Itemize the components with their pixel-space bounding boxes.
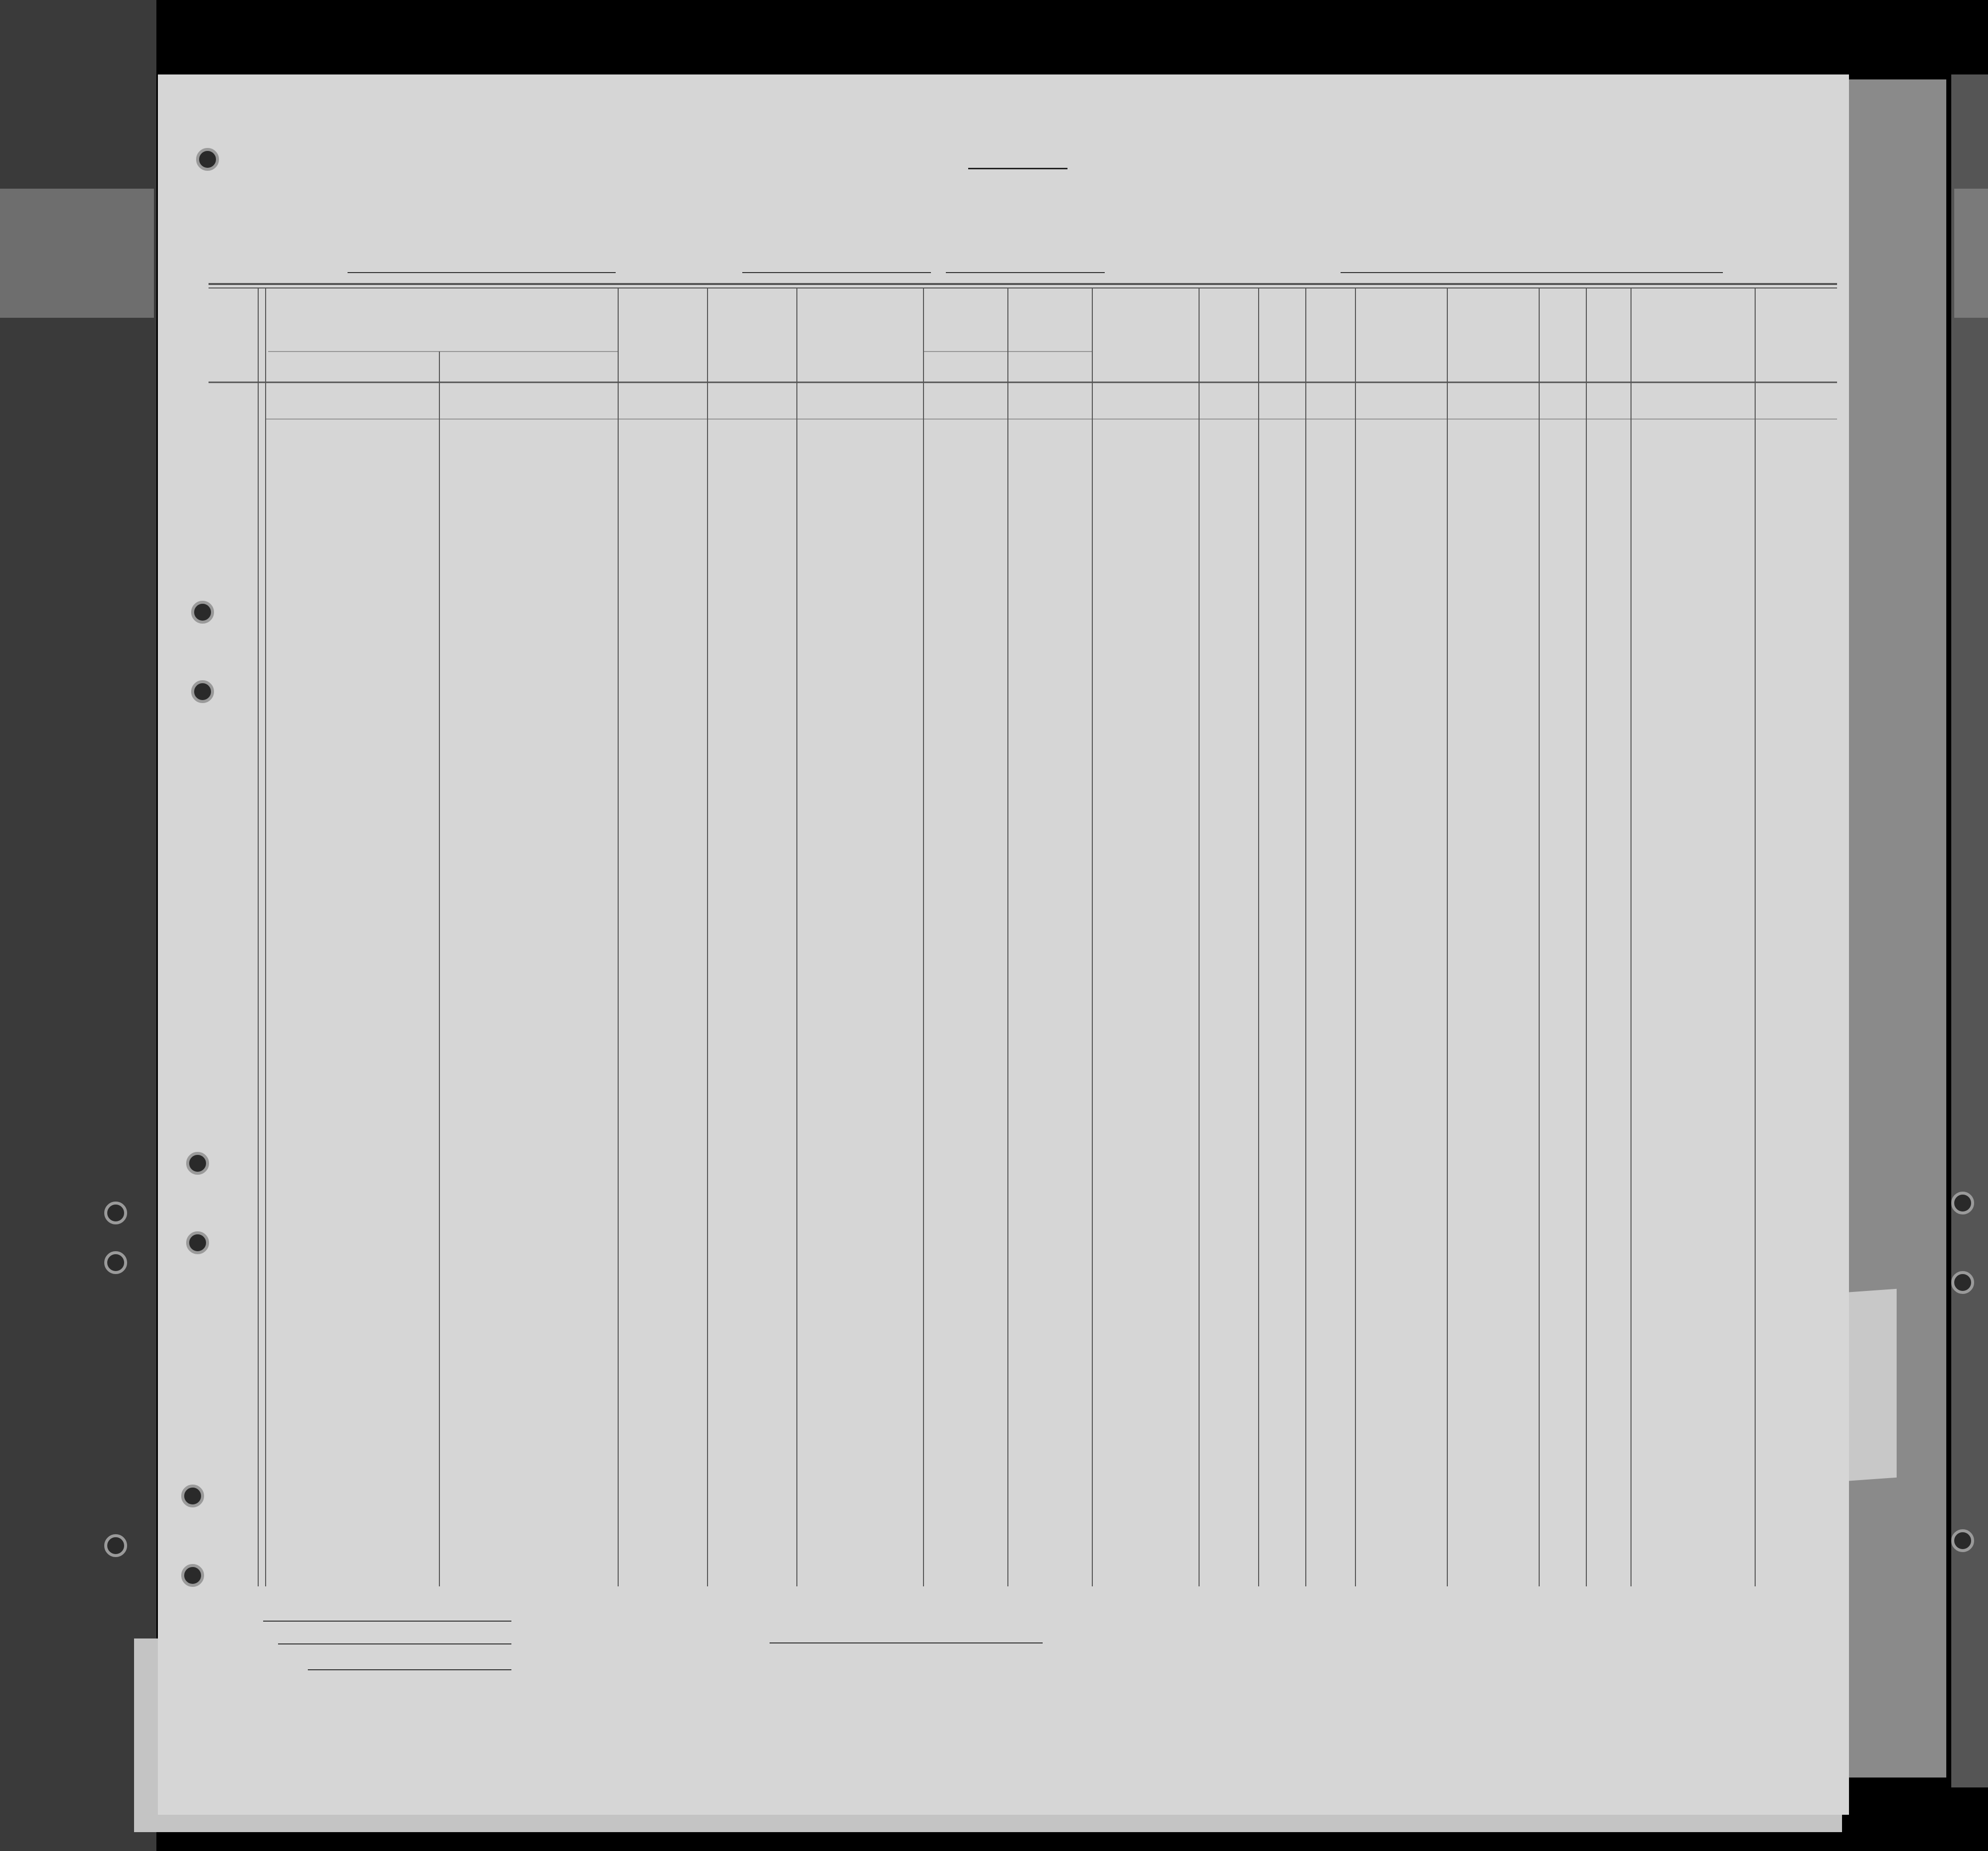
agents-underline <box>308 1669 511 1670</box>
owners-underline <box>278 1643 511 1644</box>
line-underline <box>263 1621 511 1622</box>
inspector-signature-line <box>770 1642 1043 1643</box>
